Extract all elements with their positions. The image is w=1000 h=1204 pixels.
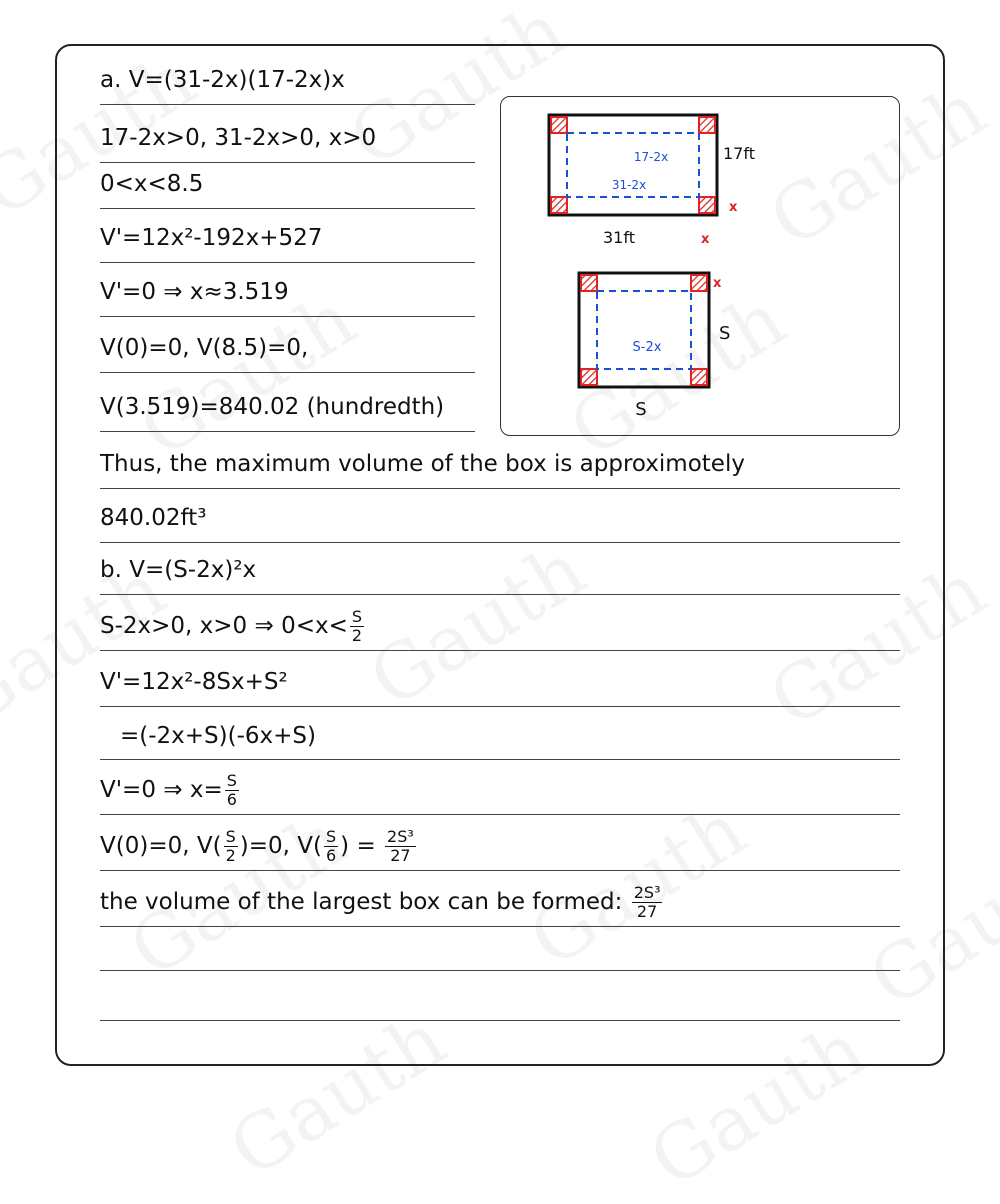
eval-text: )=0, V( [239, 833, 322, 859]
side-s-label: S [719, 323, 731, 344]
corner-square [691, 369, 707, 385]
domain-text: S-2x>0, x>0 ⇒ 0<x< [100, 613, 348, 639]
fraction: $\frac{S}{2}$ [351, 607, 363, 645]
fraction: $\frac{\text{2S³}}{27}$ [387, 827, 414, 865]
conclusion-answer: 840.02ft³ [100, 494, 900, 543]
corner-square [581, 275, 597, 291]
part-b-line: V'=12x²-8Sx+S² [100, 658, 900, 707]
eval-text: V(0)=0, V( [100, 833, 222, 859]
corner-square [699, 197, 715, 213]
part-a-line: V(0)=0, V(8.5)=0, [100, 324, 475, 373]
big-sheet [549, 115, 717, 215]
inner-width-label: 17-2x [633, 150, 669, 164]
critical-point-text: V'=0 ⇒ x= [100, 777, 223, 803]
corner-square [581, 369, 597, 385]
part-a-line: V'=12x²-192x+527 [100, 214, 475, 263]
corner-square [691, 275, 707, 291]
corner-x-label: x [729, 200, 738, 215]
corner-x-label: x [701, 232, 710, 247]
part-a-line: 17-2x>0, 31-2x>0, x>0 [100, 114, 475, 163]
side-length-label: 17ft [723, 144, 755, 163]
inner-side-label: S-2x [632, 340, 662, 355]
part-b-line: b. V=(S-2x)²x [100, 546, 900, 595]
part-b-line [100, 822, 900, 871]
corner-square [699, 117, 715, 133]
fraction: $\frac{S}{6}$ [226, 771, 237, 809]
part-a-line: a. V=(31-2x)(17-2x)x [100, 56, 475, 105]
part-b-line [100, 878, 900, 927]
part-a-line: 0<x<8.5 [100, 160, 475, 209]
inner-length-label: 31-2x [611, 178, 647, 192]
part-a-line: V(3.519)=840.02 (hundredth) [100, 383, 475, 432]
box-diagram [501, 97, 901, 437]
part-b-line: =(-2x+S)(-6x+S) [100, 712, 900, 760]
part-b-line [100, 766, 900, 815]
corner-x-label: x [713, 276, 722, 291]
corner-square [551, 197, 567, 213]
fold-line [597, 291, 691, 369]
fraction: $\frac{S}{2}$ [225, 827, 236, 865]
part-a-line: V'=0 ⇒ x≈3.519 [100, 268, 475, 317]
bottom-s-label: S [635, 399, 647, 420]
fraction: $\frac{\text{2S³}}{27}$ [633, 883, 661, 921]
blank-line [100, 972, 900, 1021]
conclusion-line: Thus, the maximum volume of the box is approximotely [100, 440, 900, 489]
corner-square [551, 117, 567, 133]
final-answer-text: the volume of the largest box can be formed: [100, 889, 623, 915]
eval-text: ) = [340, 833, 376, 859]
fraction: $\frac{S}{6}$ [325, 827, 337, 865]
part-b-line [100, 602, 900, 651]
blank-line [100, 922, 900, 971]
bottom-length-label: 31ft [603, 228, 635, 247]
diagram-panel [500, 96, 900, 436]
